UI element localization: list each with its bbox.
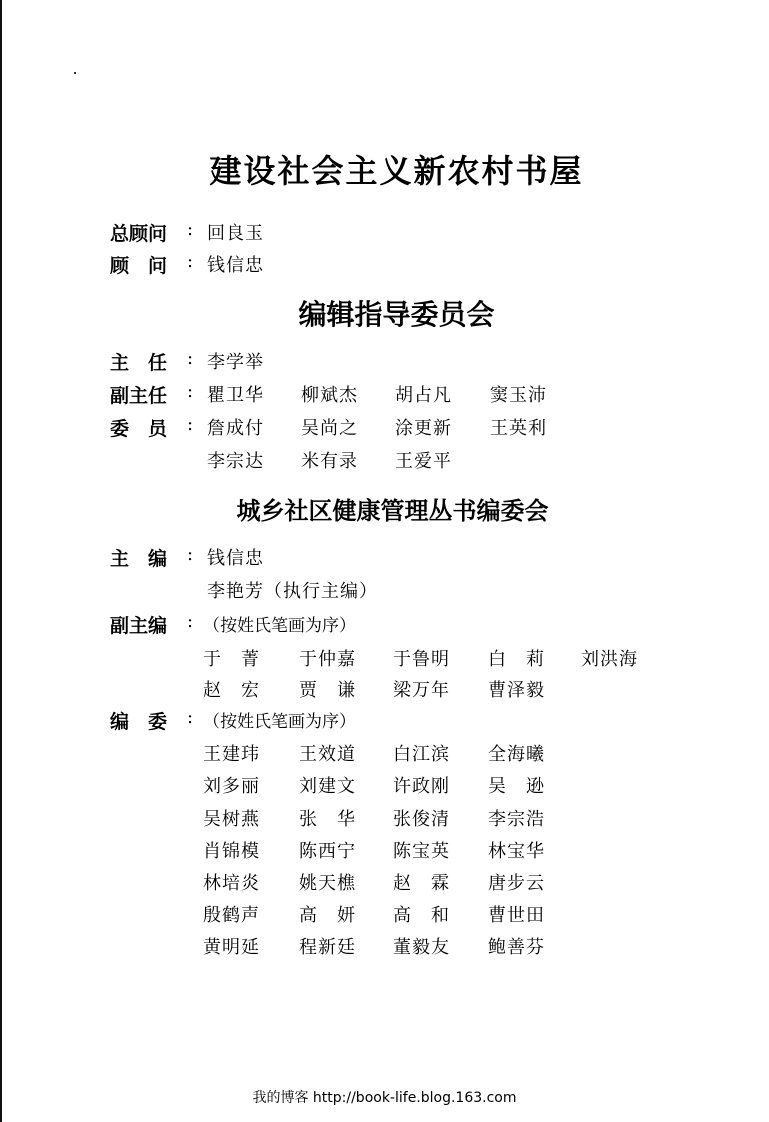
members-label: 委 员 <box>110 418 168 440</box>
person-name: 白江滨 <box>393 744 450 765</box>
person-name: 赵 宏 <box>203 680 260 701</box>
person-name: 刘建文 <box>299 776 356 797</box>
person-name: 刘洪海 <box>581 649 638 670</box>
scan-speck <box>74 72 76 74</box>
person-name: 米有录 <box>301 451 358 472</box>
advisor-name: 钱信忠 <box>207 255 264 276</box>
person-name: 许政刚 <box>393 776 450 797</box>
person-name: 张 华 <box>299 809 356 830</box>
person-name: 全海曦 <box>488 744 545 765</box>
person-name: 涂更新 <box>395 418 452 439</box>
person-name: 鲍善芬 <box>488 937 545 958</box>
person-name: 董毅友 <box>393 937 450 958</box>
person-name: 王爱平 <box>395 451 452 472</box>
colon: : <box>187 219 194 240</box>
blog-footer-link[interactable]: 我的博客 http://book-life.blog.163.com <box>252 1090 517 1106</box>
deputy-director-label: 副主任 <box>110 385 168 407</box>
person-name: 曹世田 <box>488 905 545 926</box>
person-name: 于仲嘉 <box>299 649 356 670</box>
chief-editor-name: 钱信忠 <box>207 548 264 569</box>
person-name: 李宗浩 <box>488 809 545 830</box>
person-name: 林培炎 <box>203 873 260 894</box>
person-name: 柳斌杰 <box>301 385 358 406</box>
person-name: 殷鹤声 <box>203 905 260 926</box>
colon: : <box>187 611 194 632</box>
person-name: 于 菁 <box>203 649 260 670</box>
series-title: 建设社会主义新农村书屋 <box>209 152 584 190</box>
advisor-label: 顾 问 <box>110 255 168 277</box>
person-name: 王建玮 <box>203 744 260 765</box>
colon: : <box>187 544 194 565</box>
colon: : <box>187 348 194 369</box>
person-name: 陈宝英 <box>393 841 450 862</box>
person-name: 贾 谦 <box>299 680 356 701</box>
director-name: 李学举 <box>207 352 264 373</box>
person-name: 王英利 <box>490 418 547 439</box>
person-name: 林宝华 <box>488 841 545 862</box>
editors-label: 编 委 <box>110 711 168 733</box>
person-name: 姚天樵 <box>299 873 356 894</box>
person-name: 张俊清 <box>393 809 450 830</box>
deputy-chief-editor-label: 副主编 <box>110 615 168 637</box>
director-label: 主 任 <box>110 352 168 374</box>
person-name: 王效道 <box>299 744 356 765</box>
person-name: 詹成付 <box>207 418 264 439</box>
colon: : <box>187 414 194 435</box>
editorial-board-heading: 城乡社区健康管理丛书编委会 <box>236 497 549 525</box>
person-name: 高 和 <box>393 905 450 926</box>
person-name: 程新廷 <box>299 937 356 958</box>
colon: : <box>187 707 194 728</box>
person-name: 刘多丽 <box>203 776 260 797</box>
person-name: 唐步云 <box>488 873 545 894</box>
guidance-committee-heading: 编辑指导委员会 <box>298 298 495 331</box>
person-name: 陈西宁 <box>299 841 356 862</box>
person-name: 高 妍 <box>299 905 356 926</box>
person-name: 吴尚之 <box>301 418 358 439</box>
person-name: 曹泽毅 <box>488 680 545 701</box>
ordering-note: （按姓氏笔画为序） <box>203 616 356 636</box>
person-name: 白 莉 <box>488 649 545 670</box>
person-name: 黄明延 <box>203 937 260 958</box>
person-name: 胡占凡 <box>395 385 452 406</box>
person-name: 于鲁明 <box>393 649 450 670</box>
advisor-chief-name: 回良玉 <box>207 223 264 244</box>
person-name: 吴 逊 <box>488 776 545 797</box>
executive-editor-name: 李艳芳（执行主编） <box>207 581 378 602</box>
person-name: 窦玉沛 <box>490 385 547 406</box>
ordering-note: （按姓氏笔画为序） <box>203 712 356 732</box>
colon: : <box>187 381 194 402</box>
person-name: 瞿卫华 <box>207 385 264 406</box>
person-name: 梁万年 <box>393 680 450 701</box>
person-name: 肖锦模 <box>203 841 260 862</box>
person-name: 赵 霖 <box>393 873 450 894</box>
chief-editor-label: 主 编 <box>110 548 168 570</box>
advisor-label-chief: 总顾问 <box>110 223 168 245</box>
person-name: 吴树燕 <box>203 809 260 830</box>
person-name: 李宗达 <box>207 451 264 472</box>
colon: : <box>187 251 194 272</box>
